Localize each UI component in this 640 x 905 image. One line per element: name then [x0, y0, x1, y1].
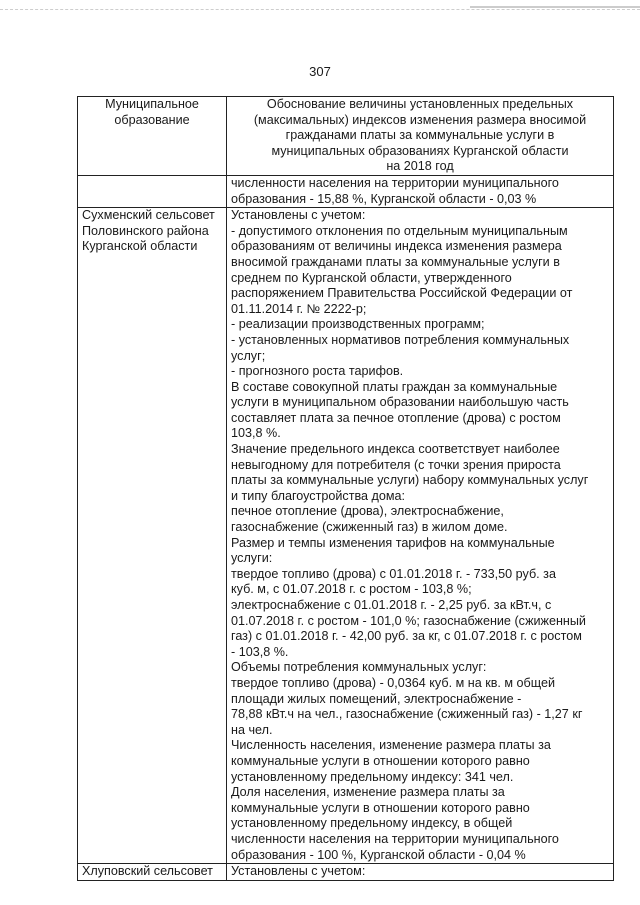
text-line: образования - 100 %, Курганской области - 0,04 % [231, 847, 526, 862]
text-line: Доля населения, изменение размера платы за [231, 785, 505, 800]
text-line: (максимальных) индексов изменения размера вносимой [253, 112, 587, 127]
text-line: Курганской области [82, 239, 198, 254]
text-line: услуг; [231, 348, 266, 363]
text-line: установленному предельному индексу, в общей [231, 816, 513, 831]
text-line: - 103,8 %. [231, 644, 289, 659]
text-line: на чел. [231, 722, 273, 737]
text-line: невыгодному для потребителя (с точки зрения прироста [231, 457, 561, 472]
text-line: коммунальные услуги в отношении которого равно [231, 753, 530, 768]
text-line: газ) с 01.01.2018 г. - 42,00 руб. за кг, с 01.07.2018 г. с ростом [231, 629, 582, 644]
page-number: 307 [309, 64, 331, 79]
justification-text-cell [227, 864, 614, 881]
text-line: твердое топливо (дрова) с 01.01.2018 г. - 733,50 руб. за [231, 566, 556, 581]
text-line: среднем по Курганской области, утвержденного [231, 270, 512, 285]
text-line: вносимой гражданами платы за коммунальные услуги в [231, 254, 560, 269]
text-line: - допустимого отклонения по отдельным муниципальным [231, 223, 568, 238]
scan-edge-mark [470, 6, 640, 8]
text-line: газоснабжение (сжиженный газ) в жилом доме. [231, 520, 508, 535]
text-line: Хлуповский сельсовет [82, 864, 213, 879]
table-row-sukhmenskiy [78, 208, 614, 864]
text-line: услуги в муниципальном образовании наибольшую часть [231, 395, 569, 410]
text-line: 78,88 кВт.ч на чел., газоснабжение (сжиженный газ) - 1,27 кг [231, 707, 583, 722]
text-line: Установлены с учетом: [231, 864, 366, 879]
text-line: - установленных нормативов потребления коммунальных [231, 332, 570, 347]
table-header-row [78, 97, 614, 176]
text-line: платы за коммунальные услуги) набору коммунальных услуг [231, 473, 589, 488]
text-line: Значение предельного индекса соответствует наиболее [231, 442, 560, 457]
continuation-text-cell [227, 175, 614, 207]
text-line: электроснабжение с 01.01.2018 г. - 2,25 руб. за кВт.ч, с [231, 598, 552, 612]
text-line: Обоснование величины установленных предельных [266, 97, 574, 111]
text-line: образования - 15,88 %, Курганской области - 0,03 % [231, 191, 537, 206]
tariff-justification-table [77, 96, 614, 881]
text-line: численности населения на территории муниципального [231, 175, 559, 190]
text-line: Муниципальное [105, 97, 199, 111]
table-row-continuation [78, 175, 614, 207]
continuation-municipality-cell [78, 175, 227, 207]
text-line: коммунальные услуги в отношении которого равно [231, 800, 530, 815]
text-line: образованиям от величины индекса изменения размера [231, 239, 562, 254]
text-line: установленному предельному индексу: 341 чел. [231, 769, 514, 784]
text-line: куб. м, с 01.07.2018 г. с ростом - 103,8 %; [231, 582, 472, 597]
text-line: муниципальных образованиях Курганской области [271, 143, 569, 158]
text-line: численности населения на территории муниципального [231, 831, 559, 846]
text-line: образование [114, 112, 190, 127]
text-line: и типу благоустройства дома: [231, 488, 406, 503]
text-line: твердое топливо (дрова) - 0,0364 куб. м на кв. м общей [231, 675, 556, 690]
text-line: 103,8 %. [231, 426, 281, 441]
municipality-name-cell [78, 864, 227, 881]
text-line: распоряжением Правительства Российской Федерации от [231, 286, 573, 301]
text-line: площади жилых помещений, электроснабжение - [231, 691, 522, 706]
text-line: Численность населения, изменение размера платы за [231, 738, 551, 753]
text-line: Размер и темпы изменения тарифов на коммунальные [231, 535, 555, 550]
header-justification [227, 97, 614, 176]
text-line: - реализации производственных программ; [231, 317, 485, 332]
header-municipality [78, 97, 227, 176]
text-line: Половинского района [82, 223, 209, 238]
justification-text-cell [227, 208, 614, 864]
table-row-khlupovskiy [78, 864, 614, 881]
municipality-name-cell [78, 208, 227, 864]
text-line: услуги: [231, 551, 273, 566]
text-line: составляет плата за печное отопление (дрова) с ростом [231, 410, 561, 425]
text-line: Сухменский сельсовет [82, 208, 215, 223]
text-line: Установлены с учетом: [231, 208, 366, 223]
text-line: гражданами платы за коммунальные услуги в [285, 128, 555, 143]
text-line: Объемы потребления коммунальных услуг: [231, 660, 487, 675]
text-line: на 2018 год [386, 159, 454, 174]
text-line: 01.07.2018 г. с ростом - 101,0 %; газоснабжение (сжиженный [231, 613, 586, 628]
text-line: печное отопление (дрова), электроснабжение, [231, 504, 504, 519]
text-line: - прогнозного роста тарифов. [231, 364, 404, 379]
text-line: В составе совокупной платы граждан за коммунальные [231, 379, 558, 394]
scan-edge-line [0, 9, 640, 10]
text-line: 01.11.2014 г. № 2222-р; [231, 301, 367, 316]
